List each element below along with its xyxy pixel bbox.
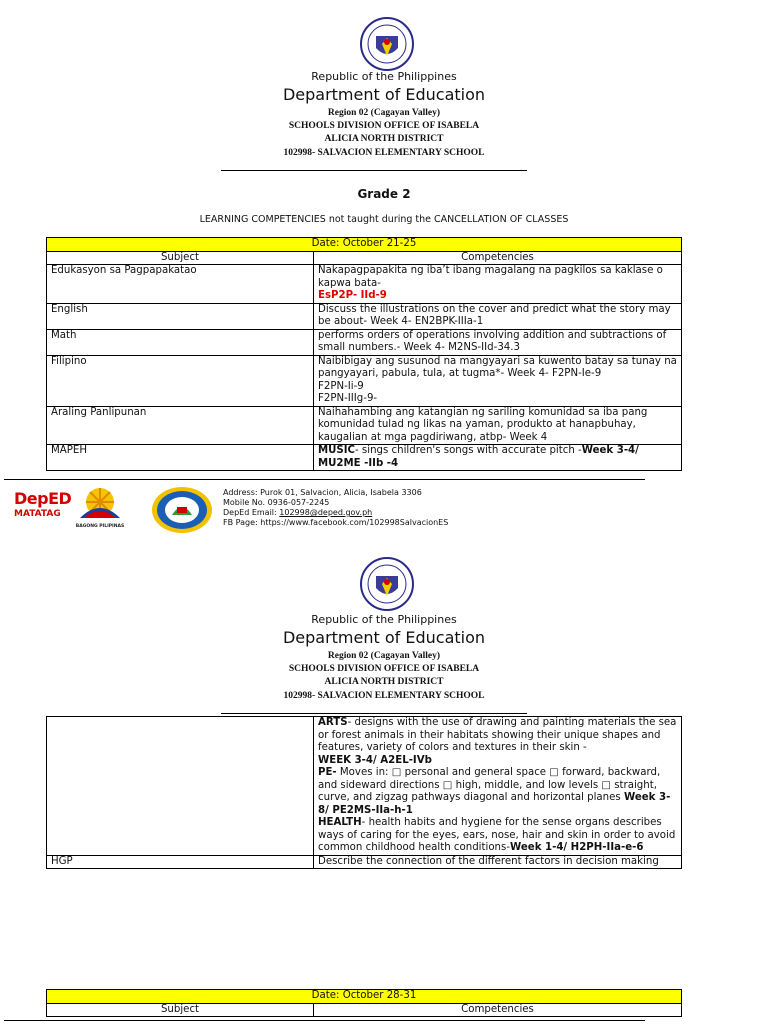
bagong-pilipinas-icon — [74, 484, 126, 520]
republic-text: Republic of the Philippines — [311, 613, 457, 626]
table-row — [47, 855, 682, 869]
bagong-pilipinas-text: BAGONG PILIPINAS — [75, 524, 125, 529]
subject-cell: Filipino — [47, 355, 314, 406]
date-cell: Date: October 28-31 — [47, 990, 682, 1004]
region-text: Region 02 (Cagayan Valley) — [327, 108, 441, 118]
department-title: Department of Education — [282, 628, 486, 647]
pe-code: Week 3-8/ PE2MS-IIa-h-1 — [318, 792, 671, 816]
division-text: SCHOOLS DIVISION OFFICE OF ISABELA — [288, 664, 480, 674]
district-text: ALICIA NORTH DISTRICT — [324, 677, 444, 687]
competency-cell — [314, 355, 682, 406]
deped-logo-text: DepED — [14, 489, 72, 508]
competencies-table-1 — [46, 237, 682, 471]
table-row — [47, 406, 682, 445]
competency-text: Nakapagpapakita ng iba’t ibang magalang na pagkilos sa kaklase o kapwa bata- — [318, 265, 663, 289]
division-text: SCHOOLS DIVISION OFFICE OF ISABELA — [288, 121, 480, 131]
footer-contact — [223, 488, 448, 528]
competency-cell — [314, 265, 682, 304]
competencies-table-3 — [46, 989, 682, 1017]
footer-fb[interactable]: FB Page: https://www.facebook.com/102998SalvacionES — [223, 518, 449, 527]
bottom-divider — [4, 1020, 645, 1021]
deped-seal-icon — [359, 556, 415, 612]
footer-divider — [4, 479, 645, 480]
header-divider — [221, 170, 527, 171]
school-text: 102998- SALVACION ELEMENTARY SCHOOL — [283, 691, 485, 701]
music-code: Week 3-4/ MU2ME -IIb -4 — [318, 445, 639, 469]
subject-cell: Araling Panlipunan — [47, 406, 314, 445]
subject-cell: English — [47, 303, 314, 329]
competency-cell — [314, 445, 682, 471]
bagong-pilipinas-logo — [74, 484, 126, 530]
table-row — [47, 717, 682, 856]
competency-cell: Describe the connection of the different factors in decision making — [314, 855, 682, 869]
health-code: Week 1-4/ H2PH-IIa-e-6 — [510, 842, 644, 853]
table-row — [47, 355, 682, 406]
subject-cell — [47, 717, 314, 856]
pe-text: Moves in: □ personal and general space □ forward, backward, and sideward directions □ high, middle, and low levels □ straight, curve, and zigzag pathways diagonal and horizontal planes — [318, 767, 661, 803]
region-text: Region 02 (Cagayan Valley) — [327, 651, 441, 661]
health-text: - health habits and hygiene for the sense organs describes ways of caring for the eyes, ears, nose, hair and skin in order to avoid common childhood health conditions- — [318, 817, 676, 853]
competency-text: Naibibigay ang susunod na mangyayari sa kuwento batay sa tunay na pangyayari, pabula, tula, at tugma*- Week 4- F2PN-Ie-9 — [318, 355, 677, 379]
department-title: Department of Education — [282, 85, 486, 104]
footer-mobile: Mobile No. 0936-057-2245 — [223, 498, 330, 507]
arts-code: WEEK 3-4/ A2EL-IVb — [318, 754, 432, 766]
competencies-table-2 — [46, 716, 682, 869]
deped-seal-icon — [359, 16, 415, 72]
footer-email-link[interactable]: 102998@deped.gov.ph — [279, 508, 373, 517]
pe-label: PE- — [318, 767, 337, 778]
competency-cell — [314, 717, 682, 856]
subject-cell: Edukasyon sa Pagpapakatao — [47, 265, 314, 304]
competency-code: F2PN-IIIg-9- — [318, 393, 378, 404]
table-row — [47, 329, 682, 355]
grade-title: Grade 2 — [357, 187, 411, 201]
arts-label: ARTS — [318, 717, 348, 728]
health-label: HEALTH — [318, 817, 362, 828]
competencies-header: Competencies — [314, 1003, 682, 1017]
deped-matatag-logo — [14, 489, 72, 529]
competency-code: F2PN-Ii-9 — [318, 380, 364, 392]
subject-header: Subject — [47, 1003, 314, 1017]
date-cell: Date: October 21-25 — [47, 238, 682, 252]
school-seal-icon — [150, 485, 214, 535]
arts-text: - designs with the use of drawing and painting materials the sea or forest animals in their habitats showing their unique shapes and features, variety of colors and textures in their skin - — [318, 717, 677, 753]
competency-cell: Discuss the illustrations on the cover and predict what the story may be about- Week 4- EN2BPK-IIIa-1 — [314, 303, 682, 329]
school-text: 102998- SALVACION ELEMENTARY SCHOOL — [283, 148, 485, 158]
music-label: MUSIC — [318, 445, 356, 456]
competency-cell: Naihahambing ang katangian ng sariling komunidad sa iba pang komunidad tulad ng likas na yaman, produkto at hanapbuhay, kaugalian at mga pagdiriwang, atbp- Week 4 — [314, 406, 682, 445]
footer-address: Address: Purok 01, Salvacion, Alicia, Isabela 3306 — [223, 488, 422, 497]
footer-email-label: DepEd Email: — [223, 508, 277, 517]
header-divider — [221, 713, 527, 714]
subtitle-text: LEARNING COMPETENCIES not taught during the CANCELLATION OF CLASSES — [199, 214, 569, 225]
footer-email-line — [223, 508, 448, 518]
table-row — [47, 265, 682, 304]
music-text: - sings children's songs with accurate pitch - — [355, 445, 582, 456]
subject-cell: Math — [47, 329, 314, 355]
competency-cell: performs orders of operations involving addition and subtractions of small numbers.- Week 4- M2NS-IId-34.3 — [314, 329, 682, 355]
subject-header: Subject — [47, 251, 314, 265]
subject-cell: MAPEH — [47, 445, 314, 471]
competencies-header: Competencies — [314, 251, 682, 265]
district-text: ALICIA NORTH DISTRICT — [324, 134, 444, 144]
republic-text: Republic of the Philippines — [311, 70, 457, 83]
subject-cell: HGP — [47, 855, 314, 869]
competency-code: EsP2P- IId-9 — [318, 290, 387, 301]
table-row — [47, 303, 682, 329]
table-row — [47, 445, 682, 471]
matatag-logo-text: MATATAG — [14, 509, 61, 519]
